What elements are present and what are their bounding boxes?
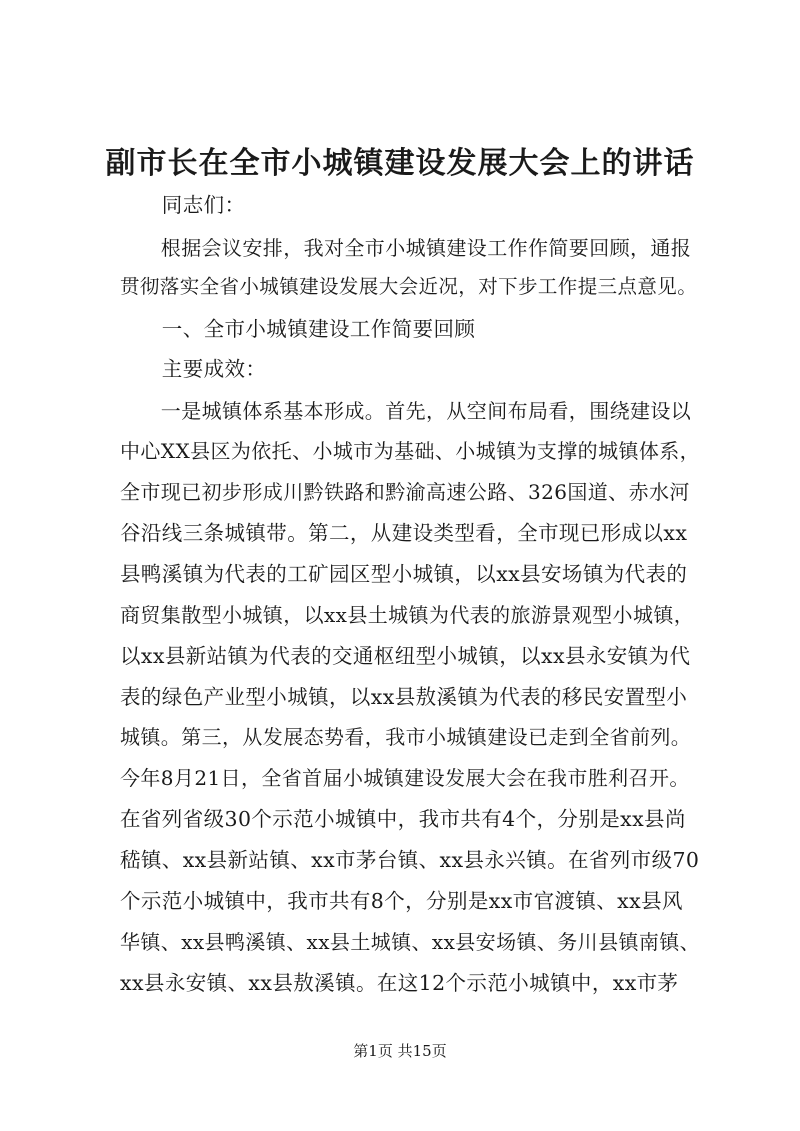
page-number: 第1页 共15页 xyxy=(353,1042,447,1060)
text-line: 同志们： xyxy=(120,193,246,217)
text-line: 根据会议安排，我对全市小城镇建设工作作简要回顾，通报 xyxy=(120,236,692,260)
text-line: 华镇、xx县鸭溪镇、xx县土城镇、xx县安场镇、务川县镇南镇、 xyxy=(120,930,701,954)
text-line: 以xx县新站镇为代表的交通枢纽型小城镇，以xx县永安镇为代 xyxy=(120,644,691,668)
text-line: 贯彻落实全省小城镇建设发展大会近况，对下步工作提三点意见。 xyxy=(120,275,698,298)
text-line: 谷沿线三条城镇带。第二，从建设类型看，全市现已形成以xx xyxy=(120,521,688,545)
text-line: 中心XX县区为依托、小城市为基础、小城镇为支撑的城镇体系， xyxy=(120,439,701,463)
text-line: 全市现已初步形成川黔铁路和黔渝高速公路、326国道、赤水河 xyxy=(120,480,690,504)
text-line: 商贸集散型小城镇，以xx县土城镇为代表的旅游景观型小城镇， xyxy=(120,603,695,627)
text-line: 一、全市小城镇建设工作简要回顾 xyxy=(120,317,476,341)
text-line: 城镇。第三，从发展态势看，我市小城镇建设已走到全省前列。 xyxy=(120,725,692,749)
text-line: 嵇镇、xx县新站镇、xx市茅台镇、xx县永兴镇。在省列市级70 xyxy=(120,848,700,872)
text-line: 今年8月21日，全省首届小城镇建设发展大会在我市胜利召开。 xyxy=(120,766,690,790)
text-line: 个示范小城镇中，我市共有8个，分别是xx市官渡镇、xx县风 xyxy=(120,889,683,913)
text-line: 表的绿色产业型小城镇，以xx县敖溪镇为代表的移民安置型小 xyxy=(120,685,688,709)
text-line: 一是城镇体系基本形成。首先，从空间布局看，围绕建设以 xyxy=(120,399,692,423)
text-line: 主要成效： xyxy=(120,357,267,381)
text-line: 在省列省级30个示范小城镇中，我市共有4个，分别是xx县尚 xyxy=(120,807,686,831)
text-line: xx县永安镇、xx县敖溪镇。在这12个示范小城镇中，xx市茅 xyxy=(120,971,679,995)
text-line: 县鸭溪镇为代表的工矿园区型小城镇，以xx县安场镇为代表的 xyxy=(120,562,688,586)
document-title: 副市长在全市小城镇建设发展大会上的讲话 xyxy=(105,146,695,181)
